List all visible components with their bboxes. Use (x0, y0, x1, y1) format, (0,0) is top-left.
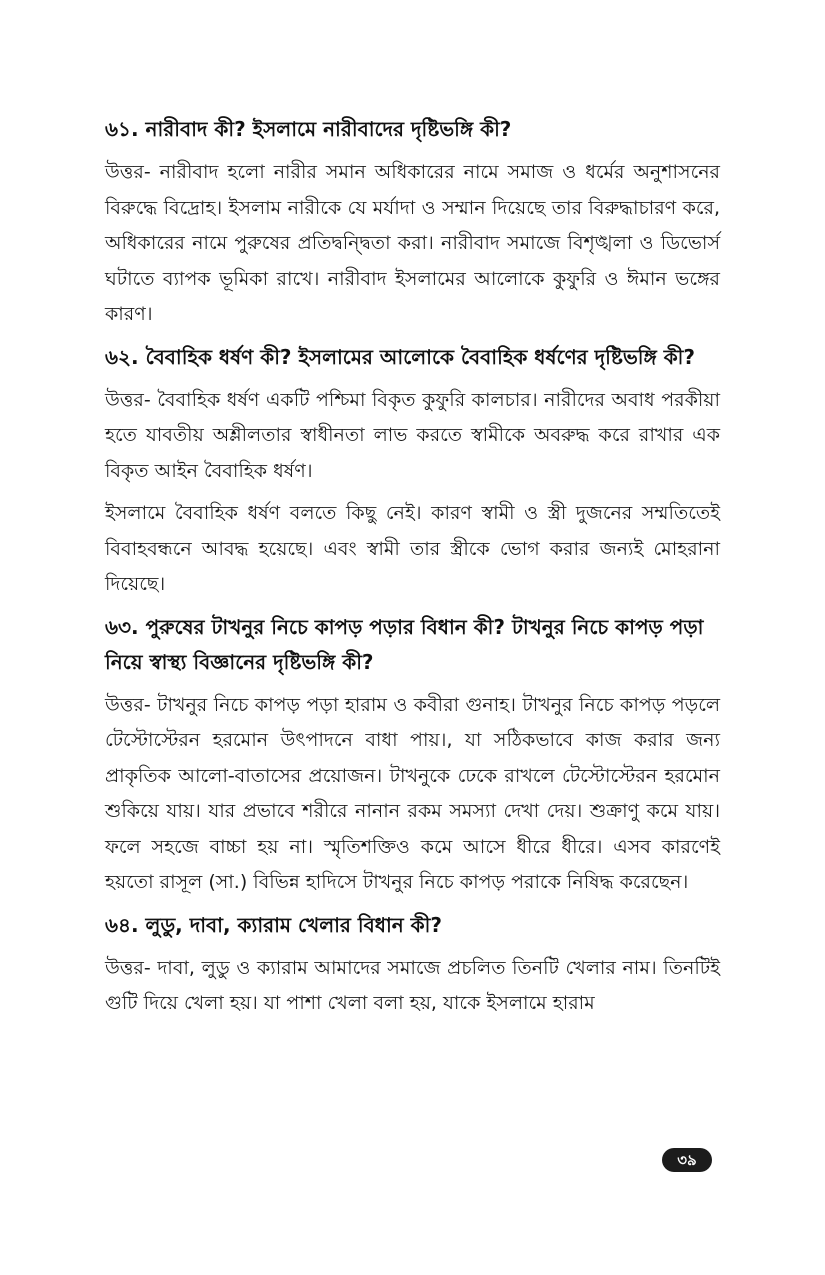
answer-paragraph: উত্তর- টাখনুর নিচে কাপড় পড়া হারাম ও কবীরা গুনাহ। টাখনুর নিচে কাপড় পড়লে টেস্টোস্টেরন হরমোন উৎপাদনে বাধা পায়।, যা সঠিকভাবে কাজ করার জন্য প্রাকৃতিক আলো-বাতাসের প্রয়োজন। টাখনুকে ঢেকে রাখলে টেস্টোস্টেরন হরমোন শুকিয়ে যায়। যার প্রভাবে শরীরে নানান রকম সমস্যা দেখা দেয়। শুক্রাণু কমে যায়। ফলে সহজে বাচ্চা হয় না। স্মৃতিশক্তিও কমে আসে ধীরে ধীরে। এসব কারণেই হয়তো রাসূল (সা.) বিভিন্ন হাদিসে টাখনুর নিচে কাপড় পরাকে নিষিদ্ধ করেছেন। (105, 693, 720, 893)
answer-paragraph: উত্তর- দাবা, লুডু ও ক্যারাম আমাদের সমাজে প্রচলিত তিনটি খেলার নাম। তিনটিই গুটি দিয়ে খেলা হয়। যা পাশা খেলা বলা হয়, যাকে ইসলামে হারাম (105, 956, 720, 1014)
answer-paragraph: উত্তর- বৈবাহিক ধর্ষণ একটি পশ্চিমা বিকৃত কুফুরি কালচার। নারীদের অবাধ পরকীয়া হতে যাবতীয় অশ্লীলতার স্বাধীনতা লাভ করতে স্বামীকে অবরুদ্ধ করে রাখার এক বিকৃত আইন বৈবাহিক ধর্ষণ। (105, 388, 720, 482)
page-number-badge: ৩৯ (662, 1148, 712, 1172)
section-63 (105, 610, 720, 901)
question-heading: ৬৪. লুডু, দাবা, ক্যারাম খেলার বিধান কী? (105, 912, 442, 937)
question-heading: ৬৩. পুরুষের টাখনুর নিচে কাপড় পড়ার বিধান কী? টাখনুর নিচে কাপড় পড়া নিয়ে স্বাস্থ্য বিজ্ঞানের দৃষ্টিভঙ্গি কী? (105, 614, 704, 674)
page-content (105, 112, 720, 1029)
section-61 (105, 112, 720, 333)
section-64 (105, 908, 720, 1022)
answer-paragraph: ইসলামে বৈবাহিক ধর্ষণ বলতে কিছু নেই। কারণ স্বামী ও স্ত্রী দুজনের সম্মতিতেই বিবাহবন্ধনে আবদ্ধ হয়েছে। এবং স্বামী তার স্ত্রীকে ভোগ করার জন্যই মোহরানা দিয়েছে। (105, 502, 720, 595)
question-heading: ৬১. নারীবাদ কী? ইসলামে নারীবাদের দৃষ্টিভঙ্গি কী? (105, 117, 512, 141)
question-heading: ৬২. বৈবাহিক ধর্ষণ কী? ইসলামের আলোকে বৈবাহিক ধর্ষণের দৃষ্টিভঙ্গি কী? (105, 344, 696, 369)
section-62 (105, 340, 720, 603)
answer-paragraph: উত্তর- নারীবাদ হলো নারীর সমান অধিকারের নামে সমাজ ও ধর্মের অনুশাসনের বিরুদ্ধে বিদ্রোহ। ইসলাম নারীকে যে মর্যাদা ও সম্মান দিয়েছে তার বিরুদ্ধাচারণ করে, অধিকারের নামে পুরুষের প্রতিদ্বন্দ্বিতা করা। নারীবাদ সমাজে বিশৃঙ্খলা ও ডিভোর্স ঘটাতে ব্যাপক ভূমিকা রাখে। নারীবাদ ইসলামের আলোকে কুফুরি ও ঈমান ভঙ্গের কারণ। (105, 161, 720, 325)
